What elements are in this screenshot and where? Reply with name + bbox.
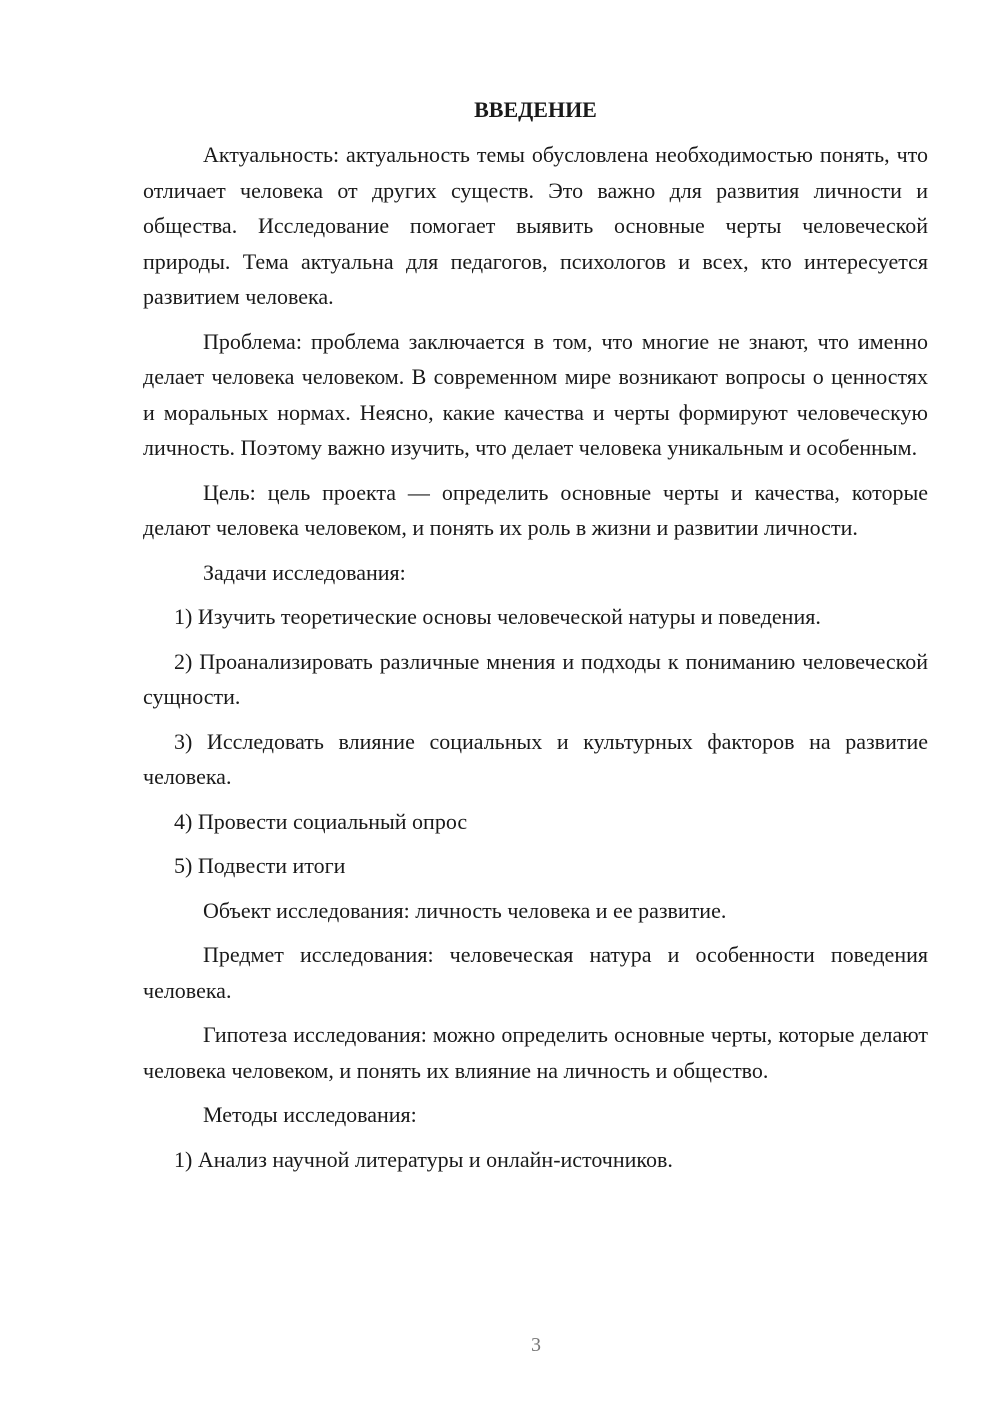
problem-paragraph: Проблема: проблема заключается в том, что многие не знают, что именно делает человека человеком. В современном мире возникают вопросы о ценностях и моральных нормах. Неясно, какие качества и черты формируют человеческую личность. Поэтому важно изучить, что делает человека уникальным и особенным.	[143, 328, 928, 460]
task-item-4: 4) Провести социальный опрос	[174, 808, 468, 834]
task-item-3: 3) Исследовать влияние социальных и культурных факторов на развитие человека.	[143, 728, 928, 789]
goal-paragraph: Цель: цель проекта — определить основные черты и качества, которые делают человека человеком, и понять их роль в жизни и развитии личности.	[143, 479, 928, 540]
object-paragraph: Объект исследования: личность человека и ее развитие.	[203, 897, 727, 923]
subject-paragraph: Предмет исследования: человеческая натура и особенности поведения человека.	[143, 942, 928, 1003]
page-content	[143, 92, 928, 1177]
relevance-paragraph: Актуальность: актуальность темы обусловлена необходимостью понять, что отличает человека от других существ. Это важно для развития личности и общества. Исследование помогает выявить основные черты человеческой природы. Тема актуальна для педагогов, психологов и всех, кто интересуется развитием человека.	[143, 142, 928, 309]
page-number: 3	[531, 1334, 541, 1356]
task-item-2: 2) Проанализировать различные мнения и подходы к пониманию человеческой сущности.	[143, 648, 928, 709]
task-item-5: 5) Подвести итоги	[174, 853, 346, 878]
section-heading: ВВЕДЕНИЕ	[474, 97, 597, 122]
tasks-title: Задачи исследования:	[203, 559, 406, 585]
task-item-1: 1) Изучить теоретические основы человеческой натуры и поведения.	[174, 604, 821, 629]
methods-title: Методы исследования:	[203, 1102, 417, 1127]
method-item-1: 1) Анализ научной литературы и онлайн-источников.	[174, 1146, 673, 1172]
hypothesis-paragraph: Гипотеза исследования: можно определить основные черты, которые делают человека человеком, и понять их влияние на личность и общество.	[143, 1022, 928, 1083]
